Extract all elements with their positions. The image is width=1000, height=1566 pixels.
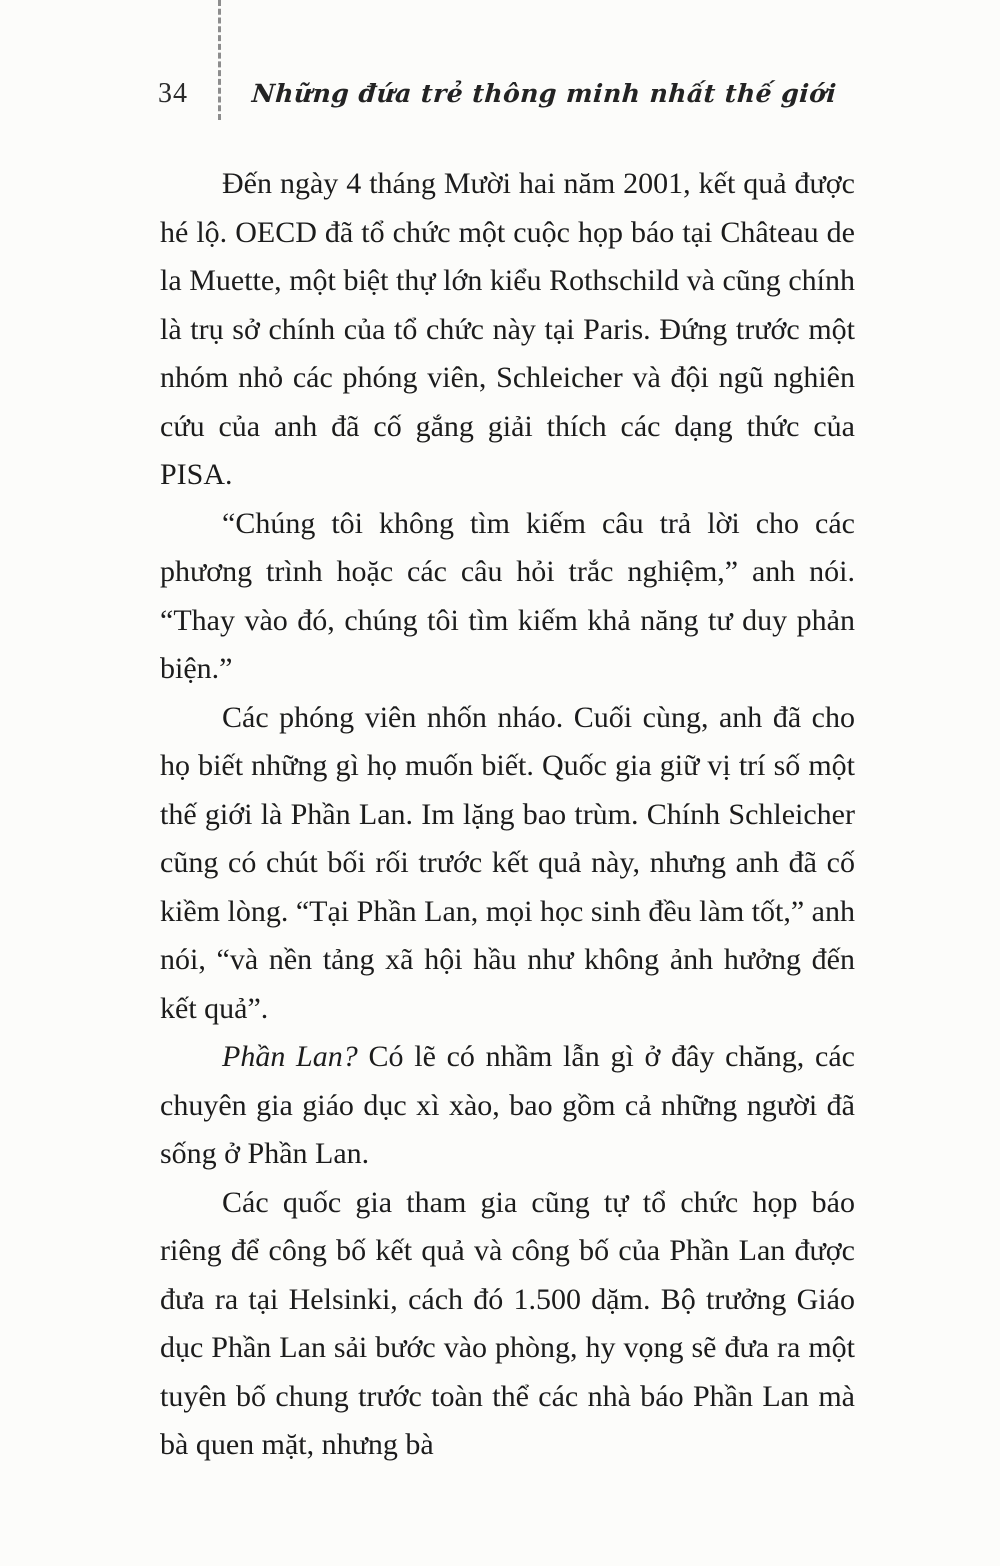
paragraph: Các phóng viên nhốn nháo. Cuối cùng, anh đã cho họ biết những gì họ muốn biết. Quốc gia giữ vị trí số một thế giới là Phần Lan. Im lặng bao trùm. Chính Schleicher cũng có chút bối rối trước kết quả này, nhưng anh đã cố kiềm lòng. “Tại Phần Lan, mọi học sinh đều làm tốt,” anh nói, “và nền tảng xã hội hầu như không ảnh hưởng đến kết quả”. — [160, 700, 855, 1025]
page-body — [160, 160, 855, 1470]
paragraph-italic-lead: Phần Lan? — [222, 1040, 358, 1073]
running-title: Những đứa trẻ thông minh nhất thế giới — [250, 79, 838, 108]
paragraph: Đến ngày 4 tháng Mười hai năm 2001, kết quả được hé lộ. OECD đã tổ chức một cuộc họp báo tại Château de la Muette, một biệt thự lớn kiểu Rothschild và cũng chính là trụ sở chính của tổ chức này tại Paris. Đứng trước một nhóm nhỏ các phóng viên, Schleicher và đội ngũ nghiên cứu của anh đã cố gắng giải thích các dạng thức của PISA. — [160, 167, 855, 491]
page-header — [158, 78, 855, 110]
paragraph: Các quốc gia tham gia cũng tự tổ chức họp báo riêng để công bố kết quả và công bố của Phần Lan được đưa ra tại Helsinki, cách đó 1.500 dặm. Bộ trưởng Giáo dục Phần Lan sải bước vào phòng, hy vọng sẽ đưa ra một tuyên bố chung trước toàn thể các nhà báo Phần Lan mà bà quen mặt, nhưng bà — [160, 1185, 855, 1461]
paragraph-text: Có lẽ có nhầm lẫn gì ở đây chăng, các chuyên gia giáo dục xì xào, bao gồm cả những người đã sống ở Phần Lan. — [160, 1040, 855, 1170]
page-number: 34 — [158, 78, 188, 109]
paragraph — [160, 1033, 855, 1179]
paragraph: “Chúng tôi không tìm kiếm câu trả lời cho các phương trình hoặc các câu hỏi trắc nghiệm,” anh nói. “Thay vào đó, chúng tôi tìm kiếm khả năng tư duy phản biện.” — [160, 506, 855, 685]
